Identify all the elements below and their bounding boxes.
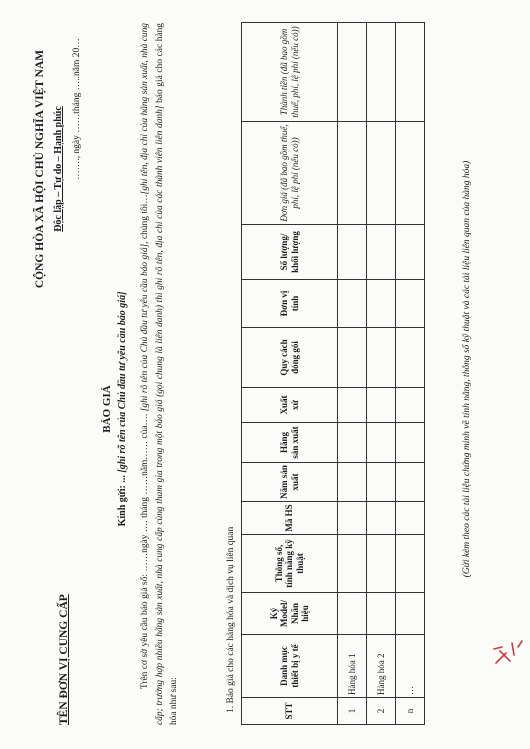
col-header: Thành tiền (đã bao gồm thuế, phí, lệ phí (nếu có)) [242, 23, 338, 122]
table-cell [338, 535, 367, 593]
col-header: Quy cách đóng gói [242, 328, 338, 388]
table-header-row [242, 23, 338, 725]
nation-title: CỘNG HÒA XÃ HỘI CHỦ NGHĨA VIỆT NAM [34, 49, 46, 289]
table-cell [367, 535, 396, 593]
table-cell [367, 328, 396, 388]
row-item: Hàng hóa 1 [338, 635, 367, 698]
footnote: (Gửi kèm theo các tài liệu chứng minh về tính năng, thông số kỹ thuật và các tài liệu liên quan của hàng hóa) [462, 160, 472, 578]
table-cell [367, 225, 396, 280]
table-cell [367, 280, 396, 328]
intro-text-1: Trên cơ sở yêu cầu báo giá số: ……ngày …. tháng ……năm…… của…. [140, 411, 150, 689]
table-cell [338, 23, 367, 122]
table-cell [396, 23, 425, 122]
table-cell [367, 423, 396, 463]
table-cell [367, 388, 396, 423]
col-header: Đơn vị tính [242, 280, 338, 328]
intro-text-5: báo giá cho các hàng hóa như sau: [154, 23, 179, 725]
col-header: Ký Model/ Nhãn hiệu [242, 593, 338, 635]
intro-paragraph [138, 23, 182, 725]
table-cell [367, 502, 396, 535]
table-cell [396, 328, 425, 388]
table-cell [367, 122, 396, 225]
table-cell [396, 463, 425, 502]
row-item: Hàng hóa 2 [367, 635, 396, 698]
row-item: … [396, 635, 425, 698]
table-cell [396, 280, 425, 328]
col-header: Danh mục thiết bị y tế [242, 635, 338, 698]
table-cell [338, 225, 367, 280]
row-stt: 2 [367, 698, 396, 725]
row-stt: n [396, 698, 425, 725]
quote-table [241, 22, 425, 725]
table-cell [338, 593, 367, 635]
col-header: Thông số, tính năng kỹ thuật [242, 535, 338, 593]
table-cell [367, 593, 396, 635]
col-header: STT [242, 698, 338, 725]
table-cell [338, 280, 367, 328]
recipient-value: [ghi rõ tên của Chủ đầu tư yêu cầu báo giá] [117, 291, 128, 473]
col-header: Hãng sản xuất [242, 423, 338, 463]
table-row [338, 23, 367, 725]
table-cell [338, 502, 367, 535]
col-header: Xuất xứ [242, 388, 338, 423]
recipient-prefix: Kính gửi: ... [117, 475, 128, 527]
red-ink-mark [488, 635, 528, 669]
col-header: Đơn giá (đã bao gồm thuế, phí, lệ phí (nếu có)) [242, 122, 338, 225]
table-cell [396, 593, 425, 635]
col-header: Mã HS [242, 502, 338, 535]
page-title: BÁO GIÁ [101, 385, 113, 433]
table-cell [338, 328, 367, 388]
col-header: Năm sản xuất [242, 463, 338, 502]
table-cell [396, 122, 425, 225]
table-cell [367, 463, 396, 502]
recipient-line [117, 229, 128, 589]
table-cell [338, 122, 367, 225]
table-cell [338, 423, 367, 463]
table-cell [396, 502, 425, 535]
intro-text-2: [ghi rõ tên của Chủ đầu tư yêu cầu báo giá] [140, 243, 150, 412]
row-stt: 1 [338, 698, 367, 725]
table-cell [338, 463, 367, 502]
col-header: Số lượng/ khối lượng [242, 225, 338, 280]
table-row [396, 23, 425, 725]
table-cell [396, 388, 425, 423]
table-cell [396, 225, 425, 280]
motto: Độc lập – Tự do – Hạnh phúc [53, 106, 64, 232]
supplier-name: TÊN ĐƠN VỊ CUNG CẤP [58, 594, 70, 725]
section-1-heading: 1. Báo giá cho các hàng hóa và dịch vụ liên quan [226, 526, 236, 713]
table-cell [396, 423, 425, 463]
intro-text-4: [ghi tên, địa chỉ của hãng sản xuất, nhà cung cấp; trường hợp nhiều hãng sản xuất, nhà cung cấp cùng tham gia trong một báo giá (gọi chung là liên danh) thì ghi rõ tên, địa chỉ của các thành viên liên danh] [140, 23, 165, 725]
table-cell [338, 388, 367, 423]
table-cell [367, 23, 396, 122]
date-line: ……., ngày ……tháng …..năm 20… [72, 38, 82, 180]
table-cell [396, 535, 425, 593]
intro-text-3: , chúng tôi… [140, 194, 150, 244]
table-row [367, 23, 396, 725]
